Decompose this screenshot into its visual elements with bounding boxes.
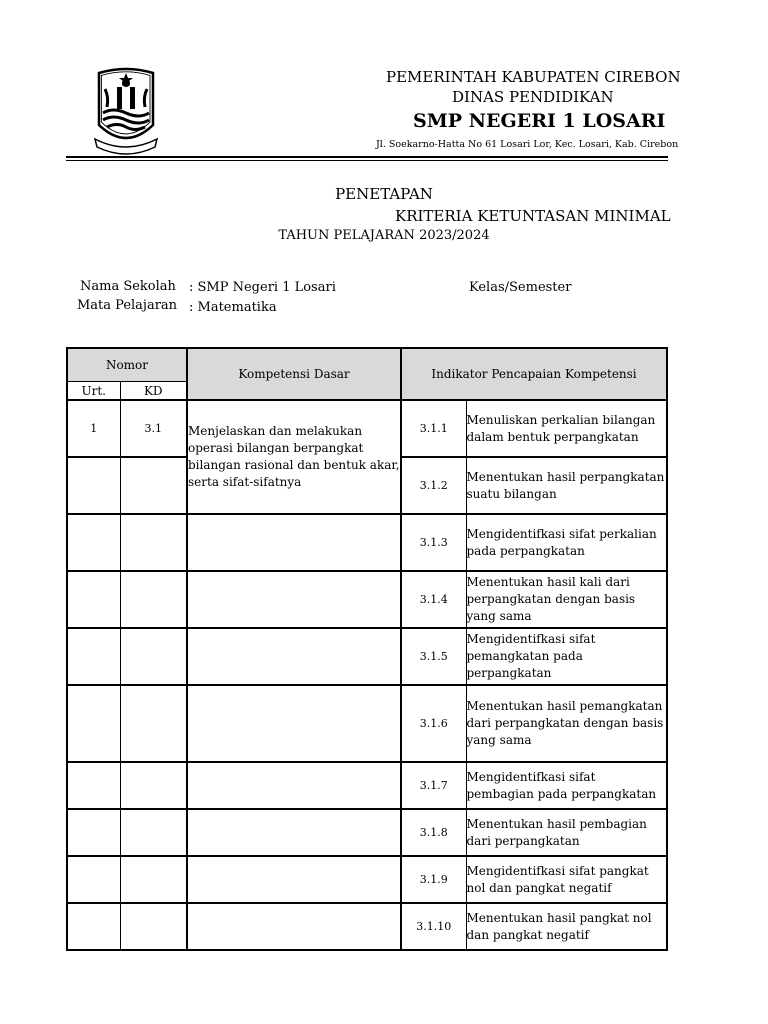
table-row: [67, 685, 667, 762]
indicator-text: Menentukan hasil kali dari perpangkatan dengan basis yang sama: [466, 571, 667, 628]
title-penetapan: PENETAPAN: [335, 185, 433, 203]
empty-cell: [67, 628, 120, 685]
empty-cell: [187, 571, 401, 628]
kkm-table: [66, 347, 668, 951]
empty-cell: [120, 903, 187, 950]
indicator-text: Menentukan hasil pangkat nol dan pangkat negatif: [466, 903, 667, 950]
row-urt: 1: [67, 400, 120, 457]
indicator-code: 3.1.3: [401, 514, 466, 571]
title-year: TAHUN PELAJARAN 2023/2024: [278, 228, 490, 243]
table-row: [67, 628, 667, 685]
government-name: PEMERINTAH KABUPATEN CIREBON: [386, 68, 681, 86]
empty-cell: [67, 514, 120, 571]
indicator-code: 3.1.7: [401, 762, 466, 809]
header-rule-thin: [66, 160, 668, 161]
empty-cell: [67, 457, 120, 514]
empty-cell: [67, 685, 120, 762]
empty-cell: [67, 809, 120, 856]
empty-cell: [120, 685, 187, 762]
row-kd: 3.1: [120, 400, 187, 457]
table-row: [67, 809, 667, 856]
indicator-code: 3.1.10: [401, 903, 466, 950]
empty-cell: [67, 856, 120, 903]
table-row: [67, 903, 667, 950]
school-value: : SMP Negeri 1 Losari: [189, 280, 336, 295]
empty-cell: [120, 856, 187, 903]
header-kompetensi-dasar: Kompetensi Dasar: [187, 348, 401, 400]
title-kkm: KRITERIA KETUNTASAN MINIMAL: [395, 207, 671, 225]
school-label: Nama Sekolah: [80, 279, 176, 294]
indicator-code: 3.1.6: [401, 685, 466, 762]
header-nomor: Nomor: [67, 348, 187, 382]
indicator-text: Mengidentifkasi sifat pangkat nol dan pangkat negatif: [466, 856, 667, 903]
class-semester-label: Kelas/Semester: [469, 280, 572, 295]
empty-cell: [187, 762, 401, 809]
table-row: [67, 571, 667, 628]
header-urt: Urt.: [67, 382, 120, 401]
empty-cell: [187, 628, 401, 685]
indicator-text: Menuliskan perkalian bilangan dalam bentuk perpangkatan: [466, 400, 667, 457]
school-name: SMP NEGERI 1 LOSARI: [413, 110, 666, 132]
kompetensi-dasar-text: Menjelaskan dan melakukan operasi bilangan berpangkat bilangan rasional dan bentuk akar, serta sifat-sifatnya: [187, 400, 401, 514]
subject-label: Mata Pelajaran: [77, 298, 178, 313]
table-row: [67, 762, 667, 809]
indicator-code: 3.1.4: [401, 571, 466, 628]
indicator-code: 3.1.2: [401, 457, 466, 514]
indicator-text: Mengidentifkasi sifat pemangkatan pada perpangkatan: [466, 628, 667, 685]
subject-value: : Matematika: [189, 300, 277, 315]
indicator-text: Menentukan hasil pembagian dari perpangkatan: [466, 809, 667, 856]
indicator-text: Menentukan hasil perpangkatan suatu bilangan: [466, 457, 667, 514]
empty-cell: [187, 809, 401, 856]
empty-cell: [120, 457, 187, 514]
table-row: [67, 400, 667, 457]
office-name: DINAS PENDIDIKAN: [452, 88, 614, 106]
indicator-text: Mengidentifkasi sifat perkalian pada perpangkatan: [466, 514, 667, 571]
empty-cell: [120, 628, 187, 685]
empty-cell: [120, 571, 187, 628]
school-address: Jl. Soekarno-Hatta No 61 Losari Lor, Kec. Losari, Kab. Cirebon: [376, 139, 679, 150]
empty-cell: [187, 514, 401, 571]
empty-cell: [187, 856, 401, 903]
empty-cell: [187, 685, 401, 762]
empty-cell: [67, 762, 120, 809]
indicator-code: 3.1.8: [401, 809, 466, 856]
table-row: [67, 856, 667, 903]
indicator-code: 3.1.9: [401, 856, 466, 903]
empty-cell: [67, 903, 120, 950]
empty-cell: [187, 903, 401, 950]
empty-cell: [120, 514, 187, 571]
table-row: [67, 514, 667, 571]
header-rule-thick: [66, 156, 668, 158]
header-kd: KD: [120, 382, 187, 401]
indicator-code: 3.1.5: [401, 628, 466, 685]
empty-cell: [67, 571, 120, 628]
header-indikator: Indikator Pencapaian Kompetensi: [401, 348, 667, 400]
indicator-text: Menentukan hasil pemangkatan dari perpangkatan dengan basis yang sama: [466, 685, 667, 762]
indicator-text: Mengidentifkasi sifat pembagian pada perpangkatan: [466, 762, 667, 809]
empty-cell: [120, 809, 187, 856]
school-emblem-logo: [93, 67, 159, 159]
indicator-code: 3.1.1: [401, 400, 466, 457]
empty-cell: [120, 762, 187, 809]
